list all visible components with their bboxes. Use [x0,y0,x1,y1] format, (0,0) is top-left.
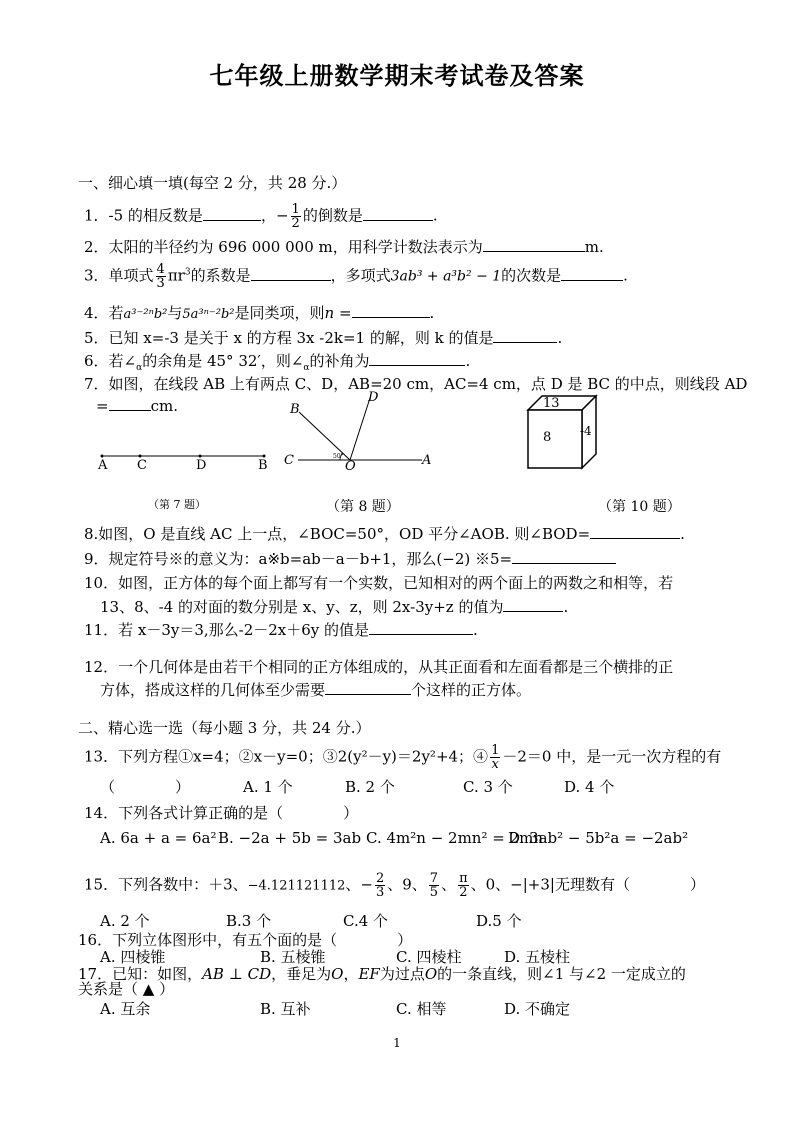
fig10-caption: （第 10 题） [598,499,681,515]
question-7: 7．如图，在线段 AB 上有两点 C、D，AB=20 cm，AC=4 cm，点 D 是 BC 的中点，则线段 AD [84,375,748,393]
q15-option-c: C.4 个 [343,912,389,930]
question-12: 12．一个几何体是由若干个相同的正方体组成的，从其正面看和左面看都是三个横排的正 [84,658,674,676]
fig8-angle-label: 50° [333,453,344,460]
question-3: 3．单项式 $\frac{4}{3}$ $\pi r^3$的系数是 ，多项式3ab³ + a³b² − 1的次数是 . [84,262,628,291]
question-10: 10．如图，正方体的每个面上都写有一个实数，已知相对的两个面上的两数之和相等，若 [84,574,674,592]
question-17-cont: 关系是（ ▲ ） [78,980,175,998]
q17-option-c: C. 相等 [396,1000,447,1018]
q15-option-d: D.5 个 [476,912,522,930]
question-1: 1．-5 的相反数是 ，− $\frac{1}{2}$ 的倒数是 . [84,202,438,231]
fig7-label-a: A [98,458,108,473]
cube-top-number: 13 [543,396,560,411]
question-8: 8.如图，O 是直线 AC 上一点，∠BOC=50°，OD 平分∠AOB. 则∠BOD= . [84,525,685,543]
question-4: 4．若a³⁻²ⁿb²与5a³ⁿ⁻²b²是同类项，则n = . [84,304,435,322]
question-17: 17．已知：如图，AB ⊥ CD，垂足为O，EF为过点O的一条直线，则∠1 与∠2 一定成立的 [78,965,686,983]
q13-option-b: B. 2 个 [345,778,395,796]
question-12-cont: 方体，搭成这样的几何体至少需要 个这样的正方体。 [100,681,532,699]
question-13: 13．下列方程①x=4；②x－y=0；③2(y²－y)＝2y²+4；④ $\frac{1}{x}$ －2＝0 中，是一元一次方程的有 [84,743,722,772]
q13-option-d: D. 4 个 [564,778,615,796]
fig8-label-d: D [368,390,379,405]
q13-option-c: C. 3 个 [463,778,513,796]
question-13-paren: （ ） [100,778,191,796]
section-heading-2: 二、精心选一选（每小题 3 分，共 24 分.） [78,719,371,737]
fig7-label-c: C [137,458,147,473]
fig7-label-b: B [258,458,268,473]
q17-option-a: A. 互余 [100,1000,151,1018]
q17-option-b: B. 互补 [260,1000,311,1018]
question-15: 15．下列各数中：＋3、−4.121121112、− $\frac{2}{3}$ 、9、 $\frac{7}{5}$ 、 $\frac{\pi}{2}$ 、0、−|+3|无理数有（ ） [84,871,705,900]
fig7-caption: （第 7 题） [148,498,206,511]
question-10-cont: 13、8、-4 的对面的数分别是 x、y、z，则 2x-3y+z 的值为 . [100,598,569,616]
fig7-label-d: D [196,458,207,473]
fig8-label-a: A [422,453,432,468]
q14-option-b: B. −2a + 5b = 3ab [218,829,362,847]
figure-8-angles [282,390,442,475]
q15-option-a: A. 2 个 [100,912,150,930]
question-6: 6．若$\angle_\alpha$的余角是 45° 32′，则$\angle_\alpha$的补角为 . [84,352,471,373]
fig8-caption: （第 8 题） [326,499,400,515]
cube-side-number: -4 [580,424,592,438]
figure-7-segment [92,440,282,480]
q16-option-d: D. 五棱柱 [504,948,571,966]
q14-option-a: A. 6a + a = 6a² [100,829,217,847]
question-5: 5．已知 x=-3 是关于 x 的方程 3x -2k=1 的解，则 k 的值是 . [84,329,563,347]
question-2: 2．太阳的半径约为 696 000 000 m，用科学计数法表示为 m. [84,238,604,256]
q15-option-b: B.3 个 [226,912,272,930]
q17-option-d: D. 不确定 [504,1000,571,1018]
question-16: 16．下列立体图形中，有五个面的是（ ） [78,931,413,949]
section-heading-1: 一、细心填一填(每空 2 分，共 28 分.） [78,174,347,192]
q14-option-c: C. 4m²n − 2mn² = 2mn [366,829,543,847]
q16-option-b: B. 五棱锥 [260,948,326,966]
question-9: 9．规定符号※的意义为：a※b=ab－a－b+1，那么(−2) ※5= [84,548,616,569]
page-number: 1 [393,1036,401,1050]
fig8-label-b: B [290,402,300,417]
page-title: 七年级上册数学期末考试卷及答案 [209,61,585,90]
q13-option-a: A. 1 个 [243,778,293,796]
question-11: 11．若 x－3y＝3,那么-2－2x＋6y 的值是 . [84,621,478,639]
cube-front-number: 8 [543,430,552,445]
q16-option-a: A. 四棱锥 [100,948,166,966]
question-7-cont: = cm. [96,397,178,415]
q16-option-c: C. 四棱柱 [396,948,462,966]
question-14: 14．下列各式计算正确的是（ ） [84,804,359,822]
q14-option-d: D. 3ab² − 5b²a = −2ab² [508,829,689,847]
fig8-label-o: O [345,459,356,474]
fig8-label-c: C [284,453,294,468]
